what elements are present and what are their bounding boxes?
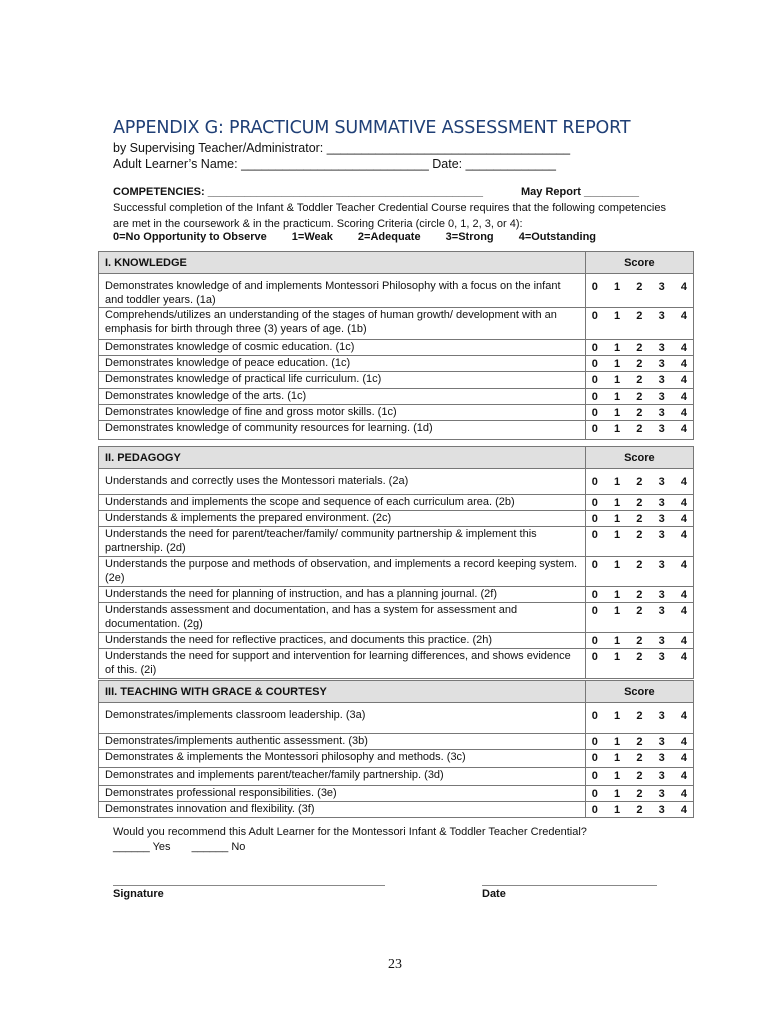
competency-row bbox=[99, 511, 694, 527]
score-option-4[interactable]: 4 bbox=[680, 559, 687, 571]
score-option-3[interactable]: 3 bbox=[658, 310, 665, 322]
competency-row bbox=[99, 274, 694, 308]
competency-row bbox=[99, 405, 694, 421]
score-option-0[interactable]: 0 bbox=[591, 589, 598, 601]
score-options bbox=[592, 421, 687, 436]
score-option-4[interactable]: 4 bbox=[680, 804, 687, 816]
scoring-scale bbox=[113, 231, 618, 243]
score-option-2[interactable]: 2 bbox=[636, 651, 643, 663]
score-cell bbox=[585, 603, 693, 633]
scale-3: 3=Strong bbox=[445, 231, 494, 243]
score-option-3[interactable]: 3 bbox=[658, 710, 665, 722]
score-option-3[interactable]: 3 bbox=[658, 407, 665, 419]
competency-row bbox=[99, 557, 694, 587]
score-option-0[interactable]: 0 bbox=[591, 605, 598, 617]
score-option-1[interactable]: 1 bbox=[614, 513, 621, 525]
score-option-2[interactable]: 2 bbox=[636, 710, 643, 722]
section-header-row bbox=[99, 681, 694, 703]
score-option-2[interactable]: 2 bbox=[636, 513, 643, 525]
score-cell bbox=[585, 557, 693, 587]
score-option-4[interactable]: 4 bbox=[680, 589, 687, 601]
score-cell bbox=[585, 356, 693, 372]
score-option-1[interactable]: 1 bbox=[614, 374, 621, 386]
score-option-0[interactable]: 0 bbox=[591, 342, 598, 354]
score-option-0[interactable]: 0 bbox=[591, 391, 598, 403]
section-table-2 bbox=[98, 446, 694, 679]
score-option-3[interactable]: 3 bbox=[658, 374, 665, 386]
score-option-0[interactable]: 0 bbox=[591, 529, 598, 541]
score-option-1[interactable]: 1 bbox=[614, 497, 621, 509]
score-option-2[interactable]: 2 bbox=[636, 358, 643, 370]
section-table-3 bbox=[98, 680, 694, 818]
score-option-4[interactable]: 4 bbox=[680, 605, 687, 617]
competency-text: Demonstrates & implements the Montessori philosophy and methods. (3c) bbox=[99, 750, 586, 768]
intro-text: Successful completion of the Infant & Toddler Teacher Credential Course requires that the following competencies are met in the coursework & in the practicum. Scoring Criteria (circle 0, 1, 2, 3, or 4): bbox=[113, 202, 666, 230]
score-option-2[interactable]: 2 bbox=[636, 605, 643, 617]
may-report-label: May Report _________ bbox=[521, 186, 640, 198]
competency-row bbox=[99, 750, 694, 768]
score-option-0[interactable]: 0 bbox=[591, 281, 598, 293]
score-options bbox=[592, 405, 687, 420]
competency-text: Demonstrates knowledge of fine and gross motor skills. (1c) bbox=[99, 405, 586, 421]
score-option-3[interactable]: 3 bbox=[658, 423, 665, 435]
score-cell bbox=[585, 308, 693, 340]
competencies-label: COMPETENCIES: _____________________________________________ bbox=[113, 186, 484, 198]
score-cell bbox=[585, 340, 693, 356]
score-option-2[interactable]: 2 bbox=[636, 788, 643, 800]
score-option-3[interactable]: 3 bbox=[658, 358, 665, 370]
score-options bbox=[592, 340, 687, 355]
score-option-2[interactable]: 2 bbox=[636, 752, 643, 764]
score-option-1[interactable]: 1 bbox=[614, 605, 621, 617]
scale-0: 0=No Opportunity to Observe bbox=[113, 231, 267, 243]
score-options bbox=[592, 649, 687, 664]
score-cell bbox=[585, 469, 693, 495]
score-option-1[interactable]: 1 bbox=[614, 342, 621, 354]
score-cell bbox=[585, 649, 693, 679]
score-cell bbox=[585, 734, 693, 750]
score-option-3[interactable]: 3 bbox=[658, 635, 665, 647]
competency-row bbox=[99, 603, 694, 633]
signature-label: Signature bbox=[113, 888, 164, 900]
score-option-3[interactable]: 3 bbox=[658, 529, 665, 541]
date-label: Date bbox=[482, 888, 506, 900]
score-cell bbox=[585, 527, 693, 557]
score-options bbox=[592, 786, 687, 801]
score-column-header: Score bbox=[585, 681, 693, 703]
competency-row bbox=[99, 340, 694, 356]
score-cell bbox=[585, 495, 693, 511]
score-options bbox=[592, 633, 687, 648]
score-option-4[interactable]: 4 bbox=[680, 635, 687, 647]
score-option-0[interactable]: 0 bbox=[591, 310, 598, 322]
score-option-0[interactable]: 0 bbox=[591, 423, 598, 435]
score-option-0[interactable]: 0 bbox=[591, 476, 598, 488]
score-option-4[interactable]: 4 bbox=[680, 710, 687, 722]
recommend-yes[interactable]: ______ Yes bbox=[113, 841, 171, 853]
page-number: 23 bbox=[388, 957, 402, 972]
score-option-3[interactable]: 3 bbox=[658, 391, 665, 403]
score-cell bbox=[585, 587, 693, 603]
score-options bbox=[592, 511, 687, 526]
score-option-3[interactable]: 3 bbox=[658, 770, 665, 782]
score-option-3[interactable]: 3 bbox=[658, 281, 665, 293]
score-cell bbox=[585, 786, 693, 802]
score-option-2[interactable]: 2 bbox=[636, 589, 643, 601]
score-option-4[interactable]: 4 bbox=[680, 770, 687, 782]
score-options bbox=[592, 308, 687, 323]
score-option-0[interactable]: 0 bbox=[591, 710, 598, 722]
score-options bbox=[592, 768, 687, 783]
score-option-2[interactable]: 2 bbox=[636, 407, 643, 419]
score-option-4[interactable]: 4 bbox=[680, 358, 687, 370]
score-option-4[interactable]: 4 bbox=[680, 529, 687, 541]
score-option-4[interactable]: 4 bbox=[680, 281, 687, 293]
score-option-4[interactable]: 4 bbox=[680, 752, 687, 764]
score-option-3[interactable]: 3 bbox=[658, 559, 665, 571]
score-option-3[interactable]: 3 bbox=[658, 605, 665, 617]
score-option-2[interactable]: 2 bbox=[636, 310, 643, 322]
score-option-1[interactable]: 1 bbox=[614, 407, 621, 419]
recommend-question: Would you recommend this Adult Learner for the Montessori Infant & Toddler Teacher Credential? bbox=[113, 826, 587, 838]
score-option-2[interactable]: 2 bbox=[636, 529, 643, 541]
competency-text: Demonstrates knowledge of the arts. (1c) bbox=[99, 389, 586, 405]
competency-text: Demonstrates knowledge of practical life curriculum. (1c) bbox=[99, 372, 586, 389]
score-option-3[interactable]: 3 bbox=[658, 736, 665, 748]
scale-2: 2=Adequate bbox=[357, 231, 421, 243]
score-option-2[interactable]: 2 bbox=[636, 374, 643, 386]
competency-text: Understands the need for planning of instruction, and has a planning journal. (2f) bbox=[99, 587, 586, 603]
score-cell bbox=[585, 511, 693, 527]
page-title: APPENDIX G: PRACTICUM SUMMATIVE ASSESSMENT REPORT bbox=[113, 118, 631, 138]
score-cell bbox=[585, 750, 693, 768]
score-option-1[interactable]: 1 bbox=[614, 589, 621, 601]
score-option-2[interactable]: 2 bbox=[636, 391, 643, 403]
score-option-2[interactable]: 2 bbox=[636, 736, 643, 748]
section-heading: III. TEACHING WITH GRACE & COURTESY bbox=[99, 681, 586, 703]
competency-text: Demonstrates innovation and flexibility. (3f) bbox=[99, 802, 586, 818]
competency-text: Demonstrates knowledge of community resources for learning. (1d) bbox=[99, 421, 586, 440]
competency-row bbox=[99, 786, 694, 802]
score-cell bbox=[585, 633, 693, 649]
score-options bbox=[592, 750, 687, 765]
score-option-3[interactable]: 3 bbox=[658, 589, 665, 601]
score-option-4[interactable]: 4 bbox=[680, 476, 687, 488]
score-option-1[interactable]: 1 bbox=[614, 804, 621, 816]
competency-text: Demonstrates professional responsibilities. (3e) bbox=[99, 786, 586, 802]
score-option-3[interactable]: 3 bbox=[658, 476, 665, 488]
competency-row bbox=[99, 372, 694, 389]
competency-text: Demonstrates/implements authentic assessment. (3b) bbox=[99, 734, 586, 750]
competency-row bbox=[99, 587, 694, 603]
recommend-block bbox=[113, 825, 587, 855]
score-cell bbox=[585, 421, 693, 440]
score-option-4[interactable]: 4 bbox=[680, 342, 687, 354]
score-option-4[interactable]: 4 bbox=[680, 497, 687, 509]
score-options bbox=[592, 356, 687, 371]
section-header-row bbox=[99, 447, 694, 469]
competency-text: Demonstrates and implements parent/teacher/family partnership. (3d) bbox=[99, 768, 586, 786]
score-option-3[interactable]: 3 bbox=[658, 788, 665, 800]
score-options bbox=[592, 557, 687, 572]
score-option-2[interactable]: 2 bbox=[636, 342, 643, 354]
score-option-1[interactable]: 1 bbox=[614, 651, 621, 663]
score-option-1[interactable]: 1 bbox=[614, 635, 621, 647]
competency-text: Demonstrates knowledge of and implements Montessori Philosophy with a focus on the infant and toddler years. (1a) bbox=[99, 274, 586, 308]
score-options bbox=[592, 495, 687, 510]
competency-row bbox=[99, 389, 694, 405]
score-option-4[interactable]: 4 bbox=[680, 513, 687, 525]
section-heading: II. PEDAGOGY bbox=[99, 447, 586, 469]
score-option-0[interactable]: 0 bbox=[591, 513, 598, 525]
score-option-1[interactable]: 1 bbox=[614, 423, 621, 435]
competency-row bbox=[99, 633, 694, 649]
competency-text: Understands the need for support and intervention for learning differences, and shows evidence of this. (2i) bbox=[99, 649, 586, 679]
section-table-1 bbox=[98, 251, 694, 440]
score-option-3[interactable]: 3 bbox=[658, 497, 665, 509]
supervisor-line: by Supervising Teacher/Administrator: ___________________________________ bbox=[113, 141, 571, 155]
score-option-3[interactable]: 3 bbox=[658, 513, 665, 525]
score-option-0[interactable]: 0 bbox=[591, 736, 598, 748]
score-column-header: Score bbox=[585, 447, 693, 469]
score-option-3[interactable]: 3 bbox=[658, 651, 665, 663]
competencies-header bbox=[113, 186, 658, 198]
competency-row bbox=[99, 495, 694, 511]
competency-row bbox=[99, 421, 694, 440]
score-options bbox=[592, 372, 687, 387]
score-column-header: Score bbox=[585, 252, 693, 274]
score-option-4[interactable]: 4 bbox=[680, 391, 687, 403]
competency-row bbox=[99, 469, 694, 495]
score-option-4[interactable]: 4 bbox=[680, 736, 687, 748]
competency-text: Understands and correctly uses the Montessori materials. (2a) bbox=[99, 469, 586, 495]
score-cell bbox=[585, 372, 693, 389]
competency-text: Understands the purpose and methods of observation, and implements a record keeping system. (2e) bbox=[99, 557, 586, 587]
score-option-1[interactable]: 1 bbox=[614, 281, 621, 293]
competency-text: Comprehends/utilizes an understanding of the stages of human growth/ development with an emphasis for birth through three (3) years of age. (1b) bbox=[99, 308, 586, 340]
competency-row bbox=[99, 703, 694, 734]
score-option-1[interactable]: 1 bbox=[614, 788, 621, 800]
score-cell bbox=[585, 802, 693, 818]
score-cell bbox=[585, 703, 693, 734]
competency-row bbox=[99, 308, 694, 340]
score-option-2[interactable]: 2 bbox=[636, 559, 643, 571]
score-option-0[interactable]: 0 bbox=[591, 804, 598, 816]
score-options bbox=[592, 587, 687, 602]
competency-row bbox=[99, 734, 694, 750]
score-option-1[interactable]: 1 bbox=[614, 736, 621, 748]
score-option-0[interactable]: 0 bbox=[591, 788, 598, 800]
score-option-1[interactable]: 1 bbox=[614, 559, 621, 571]
competency-row bbox=[99, 649, 694, 679]
score-options bbox=[592, 389, 687, 404]
score-option-1[interactable]: 1 bbox=[614, 391, 621, 403]
score-options bbox=[592, 708, 687, 723]
score-option-2[interactable]: 2 bbox=[636, 497, 643, 509]
competency-row bbox=[99, 802, 694, 818]
recommend-no[interactable]: ______ No bbox=[191, 841, 246, 853]
scale-1: 1=Weak bbox=[291, 231, 333, 243]
score-option-2[interactable]: 2 bbox=[636, 476, 643, 488]
score-option-0[interactable]: 0 bbox=[591, 358, 598, 370]
score-option-0[interactable]: 0 bbox=[591, 497, 598, 509]
score-option-4[interactable]: 4 bbox=[680, 423, 687, 435]
date-line[interactable] bbox=[482, 885, 657, 886]
score-cell bbox=[585, 389, 693, 405]
score-cell bbox=[585, 768, 693, 786]
score-option-2[interactable]: 2 bbox=[636, 635, 643, 647]
score-option-3[interactable]: 3 bbox=[658, 342, 665, 354]
score-option-1[interactable]: 1 bbox=[614, 770, 621, 782]
competency-text: Understands the need for parent/teacher/family/ community partnership & implement this partnership. (2d) bbox=[99, 527, 586, 557]
score-option-4[interactable]: 4 bbox=[680, 374, 687, 386]
competency-text: Understands assessment and documentation, and has a system for assessment and documentation. (2g) bbox=[99, 603, 586, 633]
scale-4: 4=Outstanding bbox=[518, 231, 597, 243]
score-option-0[interactable]: 0 bbox=[591, 407, 598, 419]
score-option-4[interactable]: 4 bbox=[680, 788, 687, 800]
score-options bbox=[592, 279, 687, 294]
score-option-0[interactable]: 0 bbox=[591, 770, 598, 782]
score-option-2[interactable]: 2 bbox=[636, 804, 643, 816]
score-cell bbox=[585, 274, 693, 308]
score-option-4[interactable]: 4 bbox=[680, 310, 687, 322]
competency-text: Demonstrates knowledge of peace education. (1c) bbox=[99, 356, 586, 372]
competency-row bbox=[99, 527, 694, 557]
competency-row bbox=[99, 768, 694, 786]
signature-line[interactable] bbox=[113, 885, 385, 886]
score-options bbox=[592, 603, 687, 618]
score-options bbox=[592, 527, 687, 542]
score-option-4[interactable]: 4 bbox=[680, 651, 687, 663]
score-options bbox=[592, 734, 687, 749]
score-option-2[interactable]: 2 bbox=[636, 770, 643, 782]
score-options bbox=[592, 474, 687, 489]
score-option-1[interactable]: 1 bbox=[614, 476, 621, 488]
score-option-1[interactable]: 1 bbox=[614, 310, 621, 322]
learner-line: Adult Learner’s Name: ___________________________ Date: _____________ bbox=[113, 157, 556, 171]
score-options bbox=[592, 802, 687, 817]
score-option-2[interactable]: 2 bbox=[636, 281, 643, 293]
score-option-1[interactable]: 1 bbox=[614, 358, 621, 370]
score-option-0[interactable]: 0 bbox=[591, 374, 598, 386]
competency-text: Demonstrates/implements classroom leadership. (3a) bbox=[99, 703, 586, 734]
score-option-3[interactable]: 3 bbox=[658, 804, 665, 816]
competency-text: Understands and implements the scope and sequence of each curriculum area. (2b) bbox=[99, 495, 586, 511]
score-option-2[interactable]: 2 bbox=[636, 423, 643, 435]
score-option-3[interactable]: 3 bbox=[658, 752, 665, 764]
competency-row bbox=[99, 356, 694, 372]
competency-text: Demonstrates knowledge of cosmic education. (1c) bbox=[99, 340, 586, 356]
score-option-1[interactable]: 1 bbox=[614, 752, 621, 764]
score-option-1[interactable]: 1 bbox=[614, 529, 621, 541]
score-option-0[interactable]: 0 bbox=[591, 651, 598, 663]
score-option-4[interactable]: 4 bbox=[680, 407, 687, 419]
score-cell bbox=[585, 405, 693, 421]
score-option-0[interactable]: 0 bbox=[591, 559, 598, 571]
section-header-row bbox=[99, 252, 694, 274]
competency-text: Understands & implements the prepared environment. (2c) bbox=[99, 511, 586, 527]
score-option-0[interactable]: 0 bbox=[591, 635, 598, 647]
competency-text: Understands the need for reflective practices, and documents this practice. (2h) bbox=[99, 633, 586, 649]
score-option-0[interactable]: 0 bbox=[591, 752, 598, 764]
section-heading: I. KNOWLEDGE bbox=[99, 252, 586, 274]
score-option-1[interactable]: 1 bbox=[614, 710, 621, 722]
